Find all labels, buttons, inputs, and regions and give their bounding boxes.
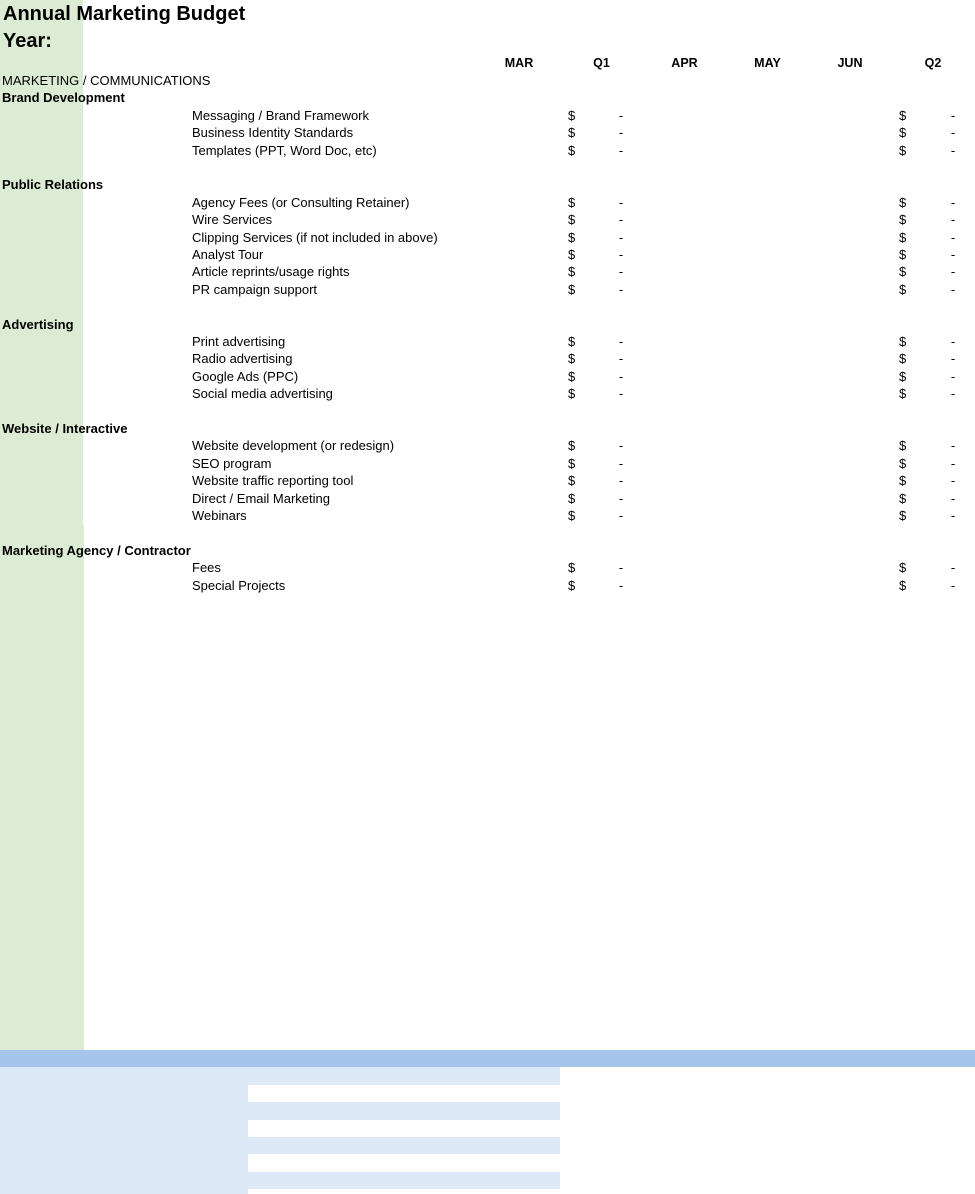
- year-label: Year:: [3, 30, 52, 52]
- line-item-label[interactable]: Templates (PPT, Word Doc, etc): [192, 142, 377, 158]
- q1-currency-symbol: $: [568, 560, 576, 576]
- q2-total-value[interactable]: -: [950, 142, 956, 158]
- line-item-label[interactable]: Webinars: [192, 508, 247, 523]
- q2-currency-symbol: $: [899, 264, 907, 280]
- line-item-label[interactable]: Fees: [192, 560, 221, 576]
- line-item-label[interactable]: Clipping Services (if not included in above): [192, 229, 438, 245]
- category-row-fill: [0, 1154, 248, 1171]
- q1-total-value[interactable]: -: [618, 473, 624, 489]
- category-heading: Advertising: [2, 316, 74, 332]
- column-header-jun[interactable]: JUN: [837, 56, 863, 70]
- q2-total-value[interactable]: -: [950, 281, 956, 297]
- category-heading: Marketing Agency / Contractor: [2, 542, 191, 558]
- q2-total-value[interactable]: -: [950, 194, 956, 210]
- q2-currency-symbol: $: [899, 473, 907, 489]
- q1-currency-symbol: $: [568, 212, 576, 228]
- line-item-label[interactable]: Google Ads (PPC): [192, 368, 299, 384]
- q1-currency-symbol: $: [568, 142, 576, 158]
- q1-total-value[interactable]: -: [618, 455, 624, 471]
- q2-currency-symbol: $: [899, 490, 907, 506]
- q2-column-fill: [0, 525, 84, 1050]
- line-item-label[interactable]: Analyst Tour: [192, 247, 264, 262]
- q2-currency-symbol: $: [899, 508, 907, 523]
- q1-total-value[interactable]: -: [618, 281, 624, 297]
- category-heading: Brand Development: [2, 90, 125, 106]
- q2-currency-symbol: $: [899, 386, 907, 402]
- line-item-label[interactable]: Print advertising: [192, 334, 286, 349]
- q2-total-value[interactable]: -: [950, 368, 956, 384]
- line-item-label[interactable]: Agency Fees (or Consulting Retainer): [192, 194, 410, 210]
- q1-currency-symbol: $: [568, 125, 576, 141]
- q2-total-value[interactable]: -: [950, 351, 956, 367]
- line-item-label[interactable]: Business Identity Standards: [192, 125, 354, 141]
- q1-total-value[interactable]: -: [618, 229, 624, 245]
- column-header-mar[interactable]: MAR: [504, 56, 534, 70]
- line-item-label[interactable]: Social media advertising: [192, 386, 333, 402]
- q1-currency-symbol: $: [568, 386, 576, 402]
- q2-currency-symbol: $: [899, 455, 907, 471]
- q2-total-value[interactable]: -: [950, 386, 956, 402]
- q1-total-value[interactable]: -: [618, 212, 624, 228]
- line-item-label[interactable]: Wire Services: [192, 212, 273, 228]
- page-title: Annual Marketing Budget: [3, 3, 246, 25]
- q1-total-value[interactable]: -: [618, 386, 624, 402]
- q1-currency-symbol: $: [568, 455, 576, 471]
- q1-total-value[interactable]: -: [618, 125, 624, 141]
- q2-currency-symbol: $: [899, 368, 907, 384]
- q1-total-value[interactable]: -: [618, 351, 624, 367]
- q1-total-value[interactable]: -: [618, 560, 624, 576]
- line-item-label[interactable]: Website traffic reporting tool: [192, 473, 354, 489]
- category-row-fill: [0, 1189, 248, 1194]
- q2-currency-symbol: $: [899, 194, 907, 210]
- q2-currency-symbol: $: [899, 125, 907, 141]
- q1-currency-symbol: $: [568, 490, 576, 506]
- q1-currency-symbol: $: [568, 194, 576, 210]
- line-item-label[interactable]: Radio advertising: [192, 351, 293, 367]
- q1-total-value[interactable]: -: [618, 577, 624, 593]
- column-header-q2[interactable]: Q2: [924, 56, 942, 70]
- q2-currency-symbol: $: [899, 142, 907, 158]
- q1-total-value[interactable]: -: [618, 368, 624, 384]
- q2-total-value[interactable]: -: [950, 438, 956, 454]
- q1-currency-symbol: $: [568, 473, 576, 489]
- q2-total-value[interactable]: -: [950, 560, 956, 576]
- line-item-label[interactable]: Messaging / Brand Framework: [192, 107, 370, 123]
- q2-currency-symbol: $: [899, 334, 907, 349]
- column-header-may[interactable]: MAY: [754, 56, 781, 70]
- q1-currency-symbol: $: [568, 107, 576, 123]
- q1-currency-symbol: $: [568, 229, 576, 245]
- column-header-q1[interactable]: Q1: [593, 56, 610, 70]
- q2-total-value[interactable]: -: [950, 577, 956, 593]
- q2-total-value[interactable]: -: [950, 125, 956, 141]
- q2-total-value[interactable]: -: [950, 508, 956, 523]
- q2-total-value[interactable]: -: [950, 473, 956, 489]
- q1-total-value[interactable]: -: [618, 142, 624, 158]
- q2-total-value[interactable]: -: [950, 212, 956, 228]
- q2-currency-symbol: $: [899, 560, 907, 576]
- q1-total-value[interactable]: -: [618, 438, 624, 454]
- q1-total-value[interactable]: -: [618, 194, 624, 210]
- q2-currency-symbol: $: [899, 247, 907, 262]
- q2-total-value[interactable]: -: [950, 455, 956, 471]
- q1-total-value[interactable]: -: [618, 264, 624, 280]
- category-heading: Public Relations: [2, 177, 104, 193]
- q1-currency-symbol: $: [568, 351, 576, 367]
- category-row-fill: [0, 1102, 560, 1119]
- q2-total-value[interactable]: -: [950, 107, 956, 123]
- category-row-fill: [0, 1067, 560, 1084]
- section-row-fill: [0, 1050, 975, 1067]
- q2-currency-symbol: $: [899, 351, 907, 367]
- category-heading: Website / Interactive: [2, 421, 128, 436]
- q2-total-value[interactable]: -: [950, 490, 956, 506]
- q2-currency-symbol: $: [899, 212, 907, 228]
- line-item-label[interactable]: Direct / Email Marketing: [192, 490, 330, 506]
- q1-currency-symbol: $: [568, 281, 576, 297]
- q2-total-value[interactable]: -: [950, 247, 956, 262]
- q2-currency-symbol: $: [899, 229, 907, 245]
- line-item-label[interactable]: SEO program: [192, 455, 272, 471]
- line-item-label[interactable]: PR campaign support: [192, 281, 318, 297]
- q1-total-value[interactable]: -: [618, 490, 624, 506]
- category-row-fill: [0, 1172, 560, 1189]
- column-header-apr[interactable]: APR: [671, 56, 698, 70]
- q1-currency-symbol: $: [568, 247, 576, 262]
- section-heading: MARKETING / COMMUNICATIONS: [2, 73, 211, 88]
- q2-currency-symbol: $: [899, 438, 907, 454]
- q1-total-value[interactable]: -: [618, 107, 624, 123]
- line-item-label[interactable]: Article reprints/usage rights: [192, 264, 350, 280]
- q2-currency-symbol: $: [899, 107, 907, 123]
- q2-total-value[interactable]: -: [950, 264, 956, 280]
- category-row-fill: [0, 1120, 248, 1137]
- q1-total-value[interactable]: -: [618, 334, 624, 349]
- q2-currency-symbol: $: [899, 577, 907, 593]
- line-item-label[interactable]: Website development (or redesign): [192, 438, 395, 454]
- q2-currency-symbol: $: [899, 281, 907, 297]
- q1-total-value[interactable]: -: [618, 508, 624, 523]
- q2-total-value[interactable]: -: [950, 334, 956, 349]
- q1-currency-symbol: $: [568, 368, 576, 384]
- q1-total-value[interactable]: -: [618, 247, 624, 262]
- line-item-label[interactable]: Special Projects: [192, 577, 286, 593]
- q1-currency-symbol: $: [568, 264, 576, 280]
- category-row-fill: [0, 1085, 248, 1102]
- category-row-fill: [0, 1137, 560, 1154]
- q1-currency-symbol: $: [568, 508, 576, 523]
- q2-total-value[interactable]: -: [950, 229, 956, 245]
- q1-currency-symbol: $: [568, 438, 576, 454]
- q1-currency-symbol: $: [568, 334, 576, 349]
- q1-currency-symbol: $: [568, 577, 576, 593]
